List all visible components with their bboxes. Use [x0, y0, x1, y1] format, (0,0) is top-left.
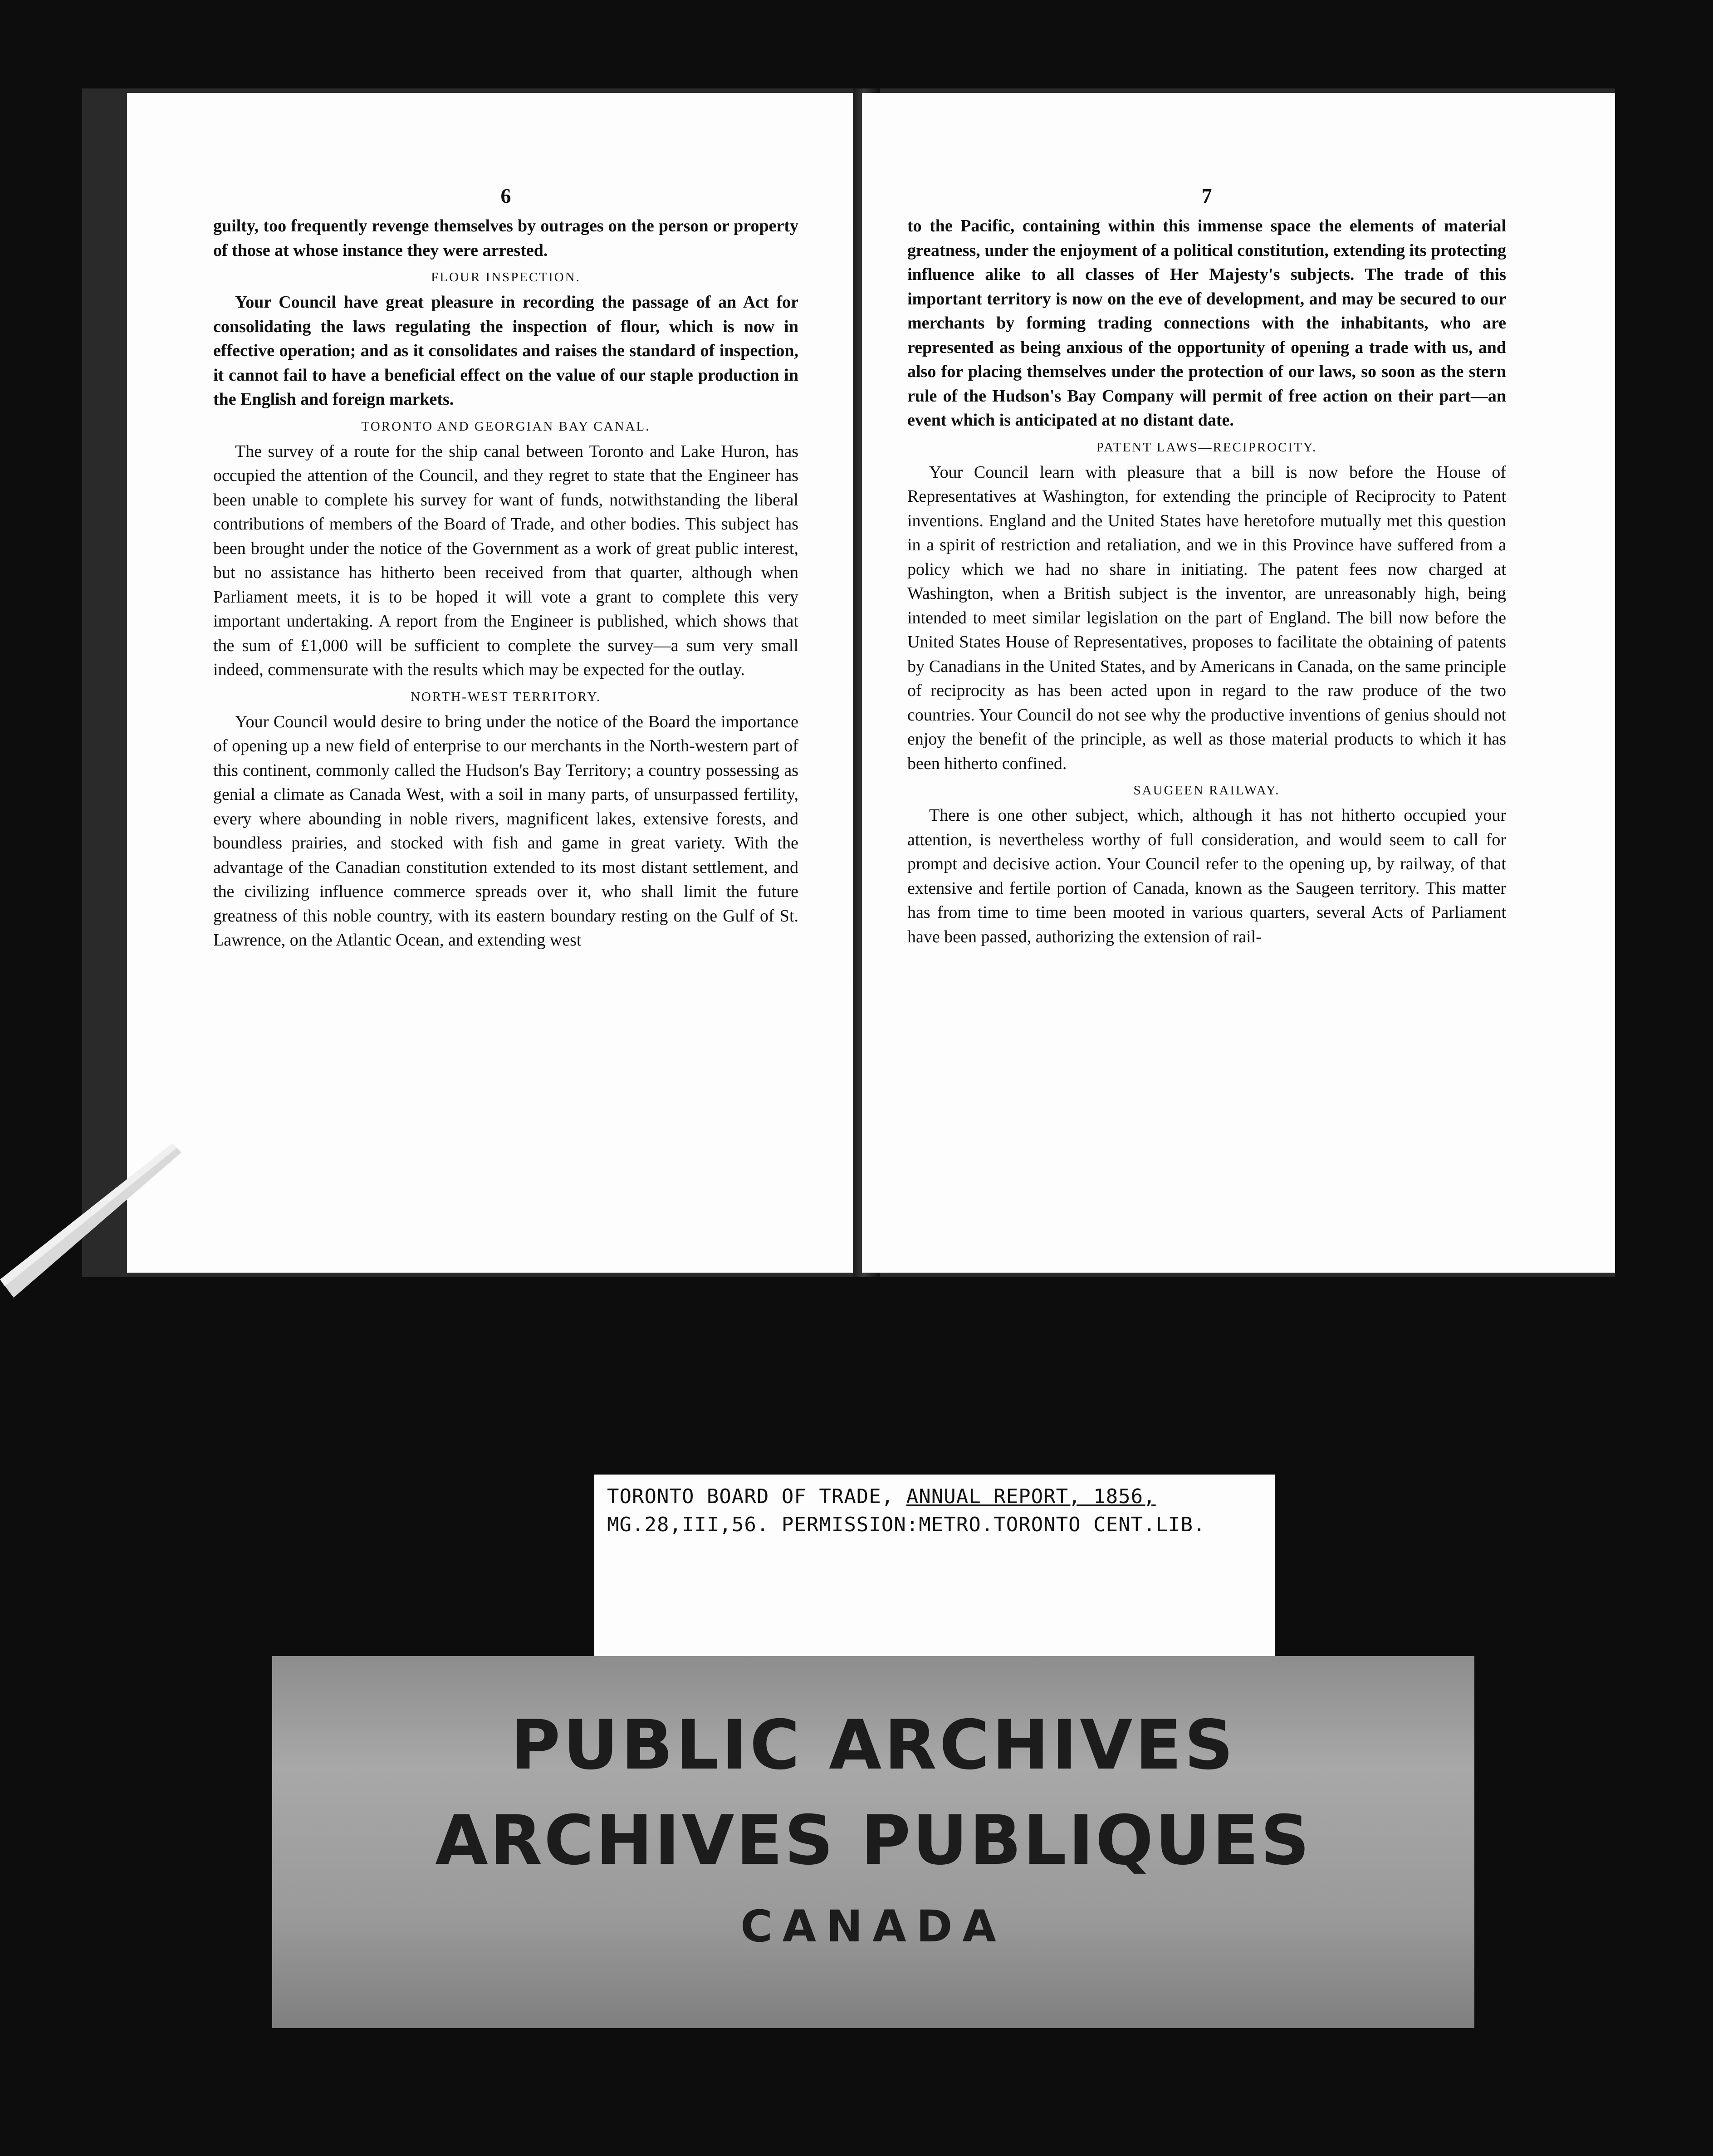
pen-nib-icon — [0, 1134, 191, 1298]
paragraph-northwest: Your Council would desire to bring under the notice of the Board the importance of opening up a new field of enterprise to our merchants in the North-western part of this continent, commonly called the Hudson's Bay Territory; a country possessing as genial a climate as Canada West, with a soil in many parts, of unsurpassed fertility, every where abounding in noble rivers, magnificent lakes, extensive forests, and boundless prairies, and stocked with fish and game in great variety. With the advantage of the Canadian constitution extended to its most distant settlement, and the civilizing influence commerce spreads over it, who shall limit the future greatness of this noble country, with its eastern boundary resting on the Gulf of St. Lawrence, on the Atlantic Ocean, and extending west — [213, 712, 798, 950]
paragraph-canal: The survey of a route for the ship canal between Toronto and Lake Huron, has occupied the attention of the Council, and they regret to state that the Engineer has been unable to complete his survey for want of funds, notwithstanding the liberal contributions of members of the Board of Trade, and other bodies. This subject has been brought under the notice of the Government as a work of great public interest, but no assistance has hitherto been received from that quarter, although when Parliament meets, it is to be hoped it will vote a grant to complete this very important undertaking. A report from the Engineer is published, which shows that the sum of £1,000 will be sufficient to complete the survey—a sum very small indeed, commensurate with the results which may be expected for the outlay. — [213, 441, 798, 679]
section-heading-flour: FLOUR INSPECTION. — [431, 270, 581, 284]
paragraph-flour: Your Council have great pleasure in recording the passage of an Act for consolidating the laws regulating the inspection of flour, which is now in effective operation; and as it consolidates and raises the standard of inspection, it cannot fail to have a beneficial effect on the value of our staple production in the English and foreign markets. — [213, 293, 798, 409]
archives-stamp — [272, 1656, 1474, 2028]
page-number: 6 — [500, 184, 511, 207]
left-page — [127, 93, 866, 1273]
label-line-1b: ANNUAL REPORT, 1856, — [906, 1485, 1156, 1508]
paragraph-patent: Your Council learn with pleasure that a bill is now before the House of Representatives at Washington, for extending the principle of Reciprocity to Patent inventions. England and the United States have heretofore mutually met this question in a spirit of restriction and retaliation, and we in this Province have suffered from a policy which we had no share in initiating. The patent fees now charged at Washington, when a British subject is the inventor, are unreasonably high, being intended to meet similar legislation on the part of England. The bill now before the United States House of Representatives, proposes to facilitate the obtaining of patents by Canadians in the United States, and by Americans in Canada, on the same principle of reciprocity as has been acted upon in regard to the raw produce of the two countries. Your Council do not see why the productive inventions of genius should not enjoy the benefit of the principle, as well as those material products to which it has been hitherto confined. — [907, 462, 1506, 773]
paragraph-saugeen: There is one other subject, which, although it has not hitherto occupied your attention, is nevertheless worthy of full consideration, and would seem to call for prompt and decisive action. Your Council refer to the opening up, by railway, of that extensive and fertile portion of Canada, known as the Saugeen territory. This matter has from time to time been mooted in various quarters, several Acts of Parliament have been passed, authorizing the extension of rail- — [907, 806, 1506, 946]
paragraph-continuation: guilty, too frequently revenge themselves by outrages on the person or property of those at whose instance they were arrested. — [213, 216, 798, 260]
stamp-line-1: PUBLIC ARCHIVES — [510, 1706, 1236, 1785]
section-heading-canal: TORONTO AND GEORGIAN BAY CANAL. — [361, 419, 651, 434]
archive-catalog-label — [594, 1475, 1275, 1661]
stamp-line-3: CANADA — [740, 1901, 1006, 1952]
page-number: 7 — [1201, 184, 1212, 207]
open-book — [82, 88, 1615, 1277]
section-heading-saugeen: SAUGEEN RAILWAY. — [1133, 783, 1280, 798]
paragraph-continuation: to the Pacific, containing within this immense space the elements of material greatness, under the enjoyment of a political constitution, extending its protecting influence alike to all classes of Her Majesty's subjects. The trade of this important territory is now on the eve of development, and may be secured to our merchants by forming trading connections with the inhabitants, who are represented as being anxious of the opportunity of opening a trade with us, and also for placing themselves under the protection of our laws, so soon as the stern rule of the Hudson's Bay Company will permit of free action on their part—an event which is anticipated at no distant date. — [907, 216, 1506, 430]
stamp-line-2: ARCHIVES PUBLIQUES — [435, 1801, 1312, 1880]
right-page — [862, 93, 1615, 1273]
section-heading-patent: PATENT LAWS—RECIPROCITY. — [1096, 440, 1317, 455]
label-line-2: MG.28,III,56. PERMISSION:METRO.TORONTO CENT.LIB. — [607, 1513, 1206, 1536]
label-line-1a: TORONTO BOARD OF TRADE, — [607, 1485, 906, 1508]
section-heading-northwest: NORTH-WEST TERRITORY. — [410, 689, 602, 704]
